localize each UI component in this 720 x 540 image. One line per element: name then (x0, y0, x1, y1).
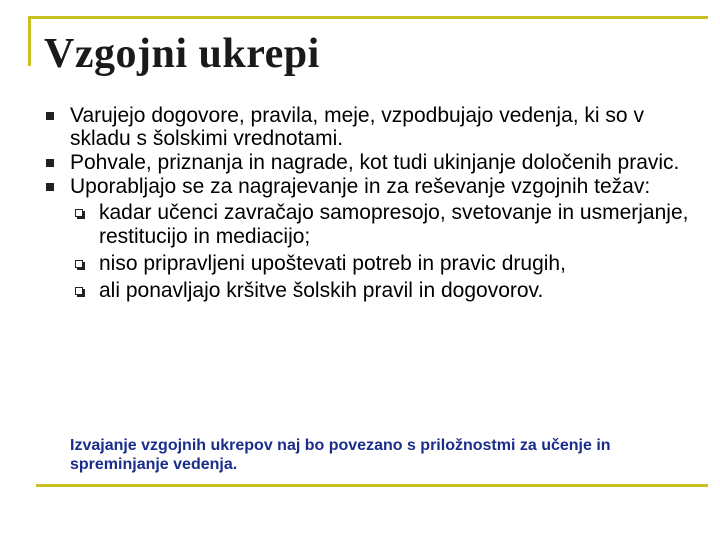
hollow-square-bullet-icon (75, 260, 83, 268)
bullet-text: Uporabljajo se za nagrajevanje in za reševanje vzgojnih težav: (70, 175, 651, 198)
hollow-square-bullet-icon (75, 209, 83, 217)
sub-bullet-item (70, 252, 694, 276)
bullet-text: Pohvale, priznanja in nagrade, kot tudi ukinjanje določenih pravic. (70, 151, 680, 174)
bullet-item (44, 104, 694, 150)
sub-bullet-item (70, 201, 694, 249)
sub-bullet-text: ali ponavljajo kršitve šolskih pravil in dogovorov. (99, 279, 544, 302)
bullet-list (44, 104, 694, 306)
square-bullet-icon (46, 183, 54, 191)
sub-bullet-text: niso pripravljeni upoštevati potreb in pravic drugih, (99, 252, 566, 275)
bullet-text: Varujejo dogovore, pravila, meje, vzpodbujajo vedenja, ki so v skladu s šolskimi vrednotami. (70, 104, 644, 150)
sub-bullet-item (70, 279, 694, 303)
bullet-item (44, 175, 694, 303)
square-bullet-icon (46, 112, 54, 120)
sub-bullet-list (70, 201, 694, 303)
frame-top-line (28, 16, 708, 19)
square-bullet-icon (46, 159, 54, 167)
slide-title: Vzgojni ukrepi (44, 31, 320, 77)
hollow-square-bullet-icon (75, 287, 83, 295)
frame-left-line (28, 16, 31, 66)
sub-bullet-text: kadar učenci zavračajo samopresojo, svetovanje in usmerjanje, restitucijo in mediacijo; (99, 201, 689, 248)
closing-note: Izvajanje vzgojnih ukrepov naj bo povezano s priložnostmi za učenje in spreminjanje vedenja. (70, 437, 611, 473)
bullet-item (44, 151, 694, 174)
frame-bottom-line (36, 484, 708, 487)
